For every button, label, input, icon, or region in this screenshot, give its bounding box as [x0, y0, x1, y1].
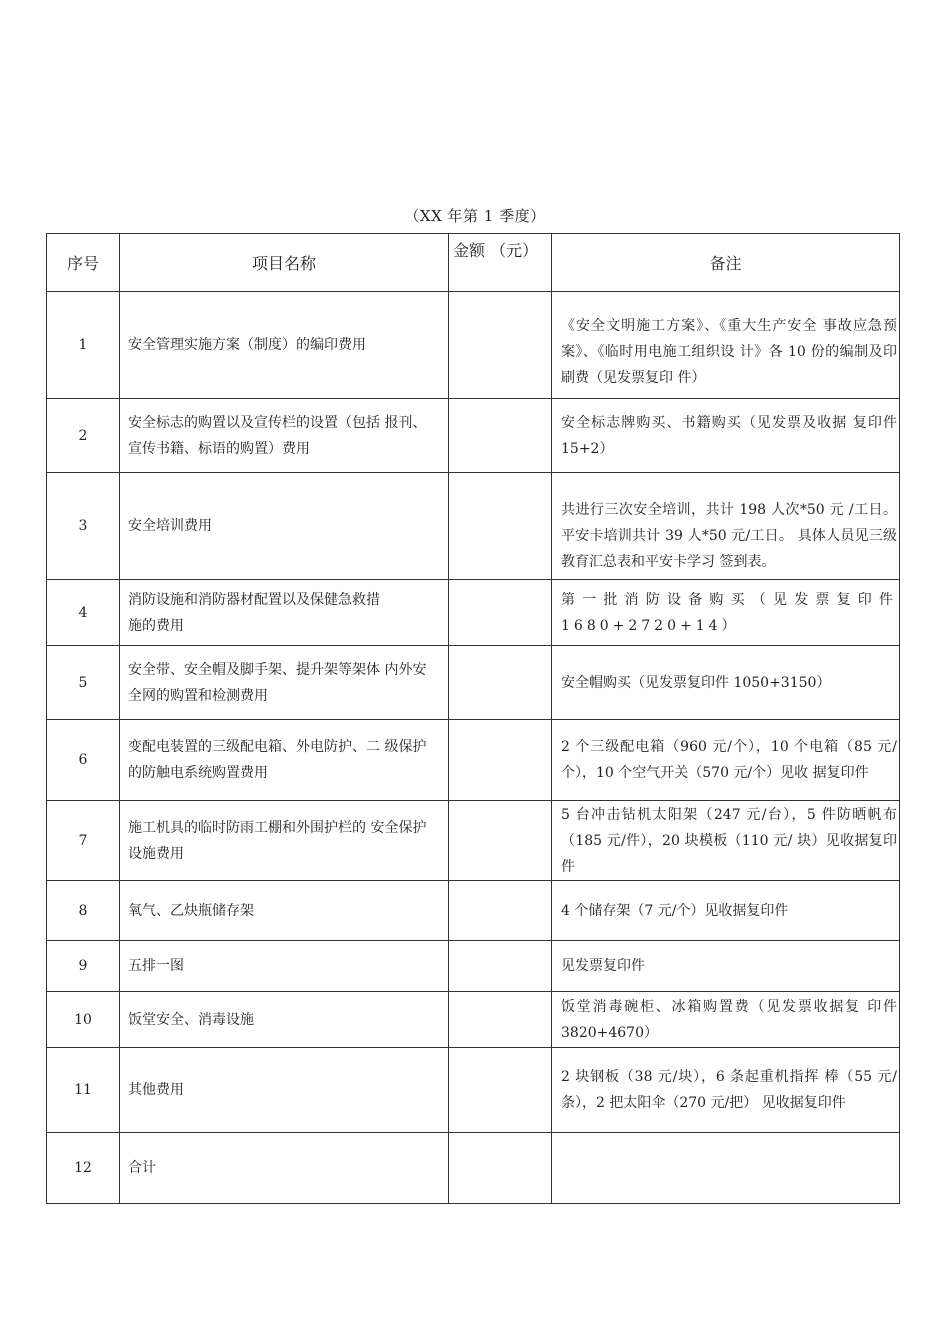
row-seq: 7 [47, 801, 120, 881]
row-seq: 11 [47, 1048, 120, 1133]
row-amount [449, 801, 552, 881]
row-amount [449, 941, 552, 992]
row-remark: 2 块钢板（38 元/块），6 条起重机指挥 棒（55 元/条），2 把太阳伞（270 元/把） 见收据复印件 [552, 1048, 900, 1133]
row-seq: 10 [47, 992, 120, 1048]
row-item-name: 合计 [120, 1133, 449, 1204]
header-amount: 金额 （元） [449, 234, 552, 292]
table-row [47, 473, 900, 580]
row-seq: 6 [47, 720, 120, 801]
row-item-name: 施工机具的临时防雨工棚和外围护栏的 安全保护设施费用 [120, 801, 449, 881]
table-row [47, 720, 900, 801]
table-row [47, 992, 900, 1048]
table-row [47, 881, 900, 941]
row-amount [449, 292, 552, 399]
row-item-name: 安全标志的购置以及宣传栏的设置（包括 报刊、宣传书籍、标语的购置）费用 [120, 399, 449, 473]
header-seq: 序号 [47, 234, 120, 292]
row-seq: 3 [47, 473, 120, 580]
row-item-name: 消防设施和消防器材配置以及保健急救措施的费用 [120, 580, 449, 646]
row-seq: 12 [47, 1133, 120, 1204]
row-amount [449, 881, 552, 941]
row-amount [449, 720, 552, 801]
header-item-name: 项目名称 [120, 234, 449, 292]
table-row [47, 292, 900, 399]
row-item-name: 安全带、安全帽及脚手架、提升架等架体 内外安全网的购置和检测费用 [120, 646, 449, 720]
row-item-name: 安全管理实施方案（制度）的编印费用 [120, 292, 449, 399]
row-seq: 9 [47, 941, 120, 992]
row-seq: 2 [47, 399, 120, 473]
row-item-name: 变配电装置的三级配电箱、外电防护、二 级保护的防触电系统购置费用 [120, 720, 449, 801]
row-amount [449, 580, 552, 646]
row-remark: 安全标志牌购买、书籍购买（见发票及收据 复印件 15+2） [552, 399, 900, 473]
row-seq: 5 [47, 646, 120, 720]
row-item-name: 饭堂安全、消毒设施 [120, 992, 449, 1048]
row-item-name: 五排一图 [120, 941, 449, 992]
table-row [47, 646, 900, 720]
row-seq: 4 [47, 580, 120, 646]
safety-fee-table [46, 233, 900, 1204]
row-remark: 第一批消防设备购买（见发票复印件 1680+2720+14） [552, 580, 900, 646]
row-item-name: 安全培训费用 [120, 473, 449, 580]
table-row [47, 1133, 900, 1204]
row-remark: 安全帽购买（见发票复印件 1050+3150） [552, 646, 900, 720]
row-remark: 《安全文明施工方案》、《重大生产安全 事故应急预案》、《临时用电施工组织设 计》各 10 份的编制及印刷费（见发票复印 件） [552, 292, 900, 399]
row-amount [449, 1048, 552, 1133]
row-item-name: 氧气、乙炔瓶储存架 [120, 881, 449, 941]
row-remark: 5 台冲击钻机太阳架（247 元/台），5 件防晒帆布（185 元/件），20 块模板（110 元/ 块）见收据复印件 [552, 801, 900, 881]
table-row [47, 399, 900, 473]
row-remark [552, 1133, 900, 1204]
row-remark: 共进行三次安全培训，共计 198 人次*50 元 /工日。平安卡培训共计 39 人*50 元/工日。 具体人员见三级教育汇总表和平安卡学习 签到表。 [552, 473, 900, 580]
row-remark: 4 个储存架（7 元/个）见收据复印件 [552, 881, 900, 941]
row-amount [449, 399, 552, 473]
row-amount [449, 1133, 552, 1204]
row-remark: 饭堂消毒碗柜、冰箱购置费（见发票收据复 印件 3820+4670） [552, 992, 900, 1048]
table-row [47, 801, 900, 881]
table-row [47, 580, 900, 646]
row-seq: 8 [47, 881, 120, 941]
row-amount [449, 473, 552, 580]
table-subtitle: （XX 年第 1 季度） [404, 207, 546, 225]
table-header-row [47, 234, 900, 292]
row-amount [449, 992, 552, 1048]
row-item-name: 其他费用 [120, 1048, 449, 1133]
table-row [47, 941, 900, 992]
row-remark: 见发票复印件 [552, 941, 900, 992]
row-remark: 2 个三级配电箱（960 元/个），10 个电箱（85 元/个），10 个空气开关（570 元/个）见收 据复印件 [552, 720, 900, 801]
row-seq: 1 [47, 292, 120, 399]
header-remark: 备注 [552, 234, 900, 292]
row-amount [449, 646, 552, 720]
table-row [47, 1048, 900, 1133]
